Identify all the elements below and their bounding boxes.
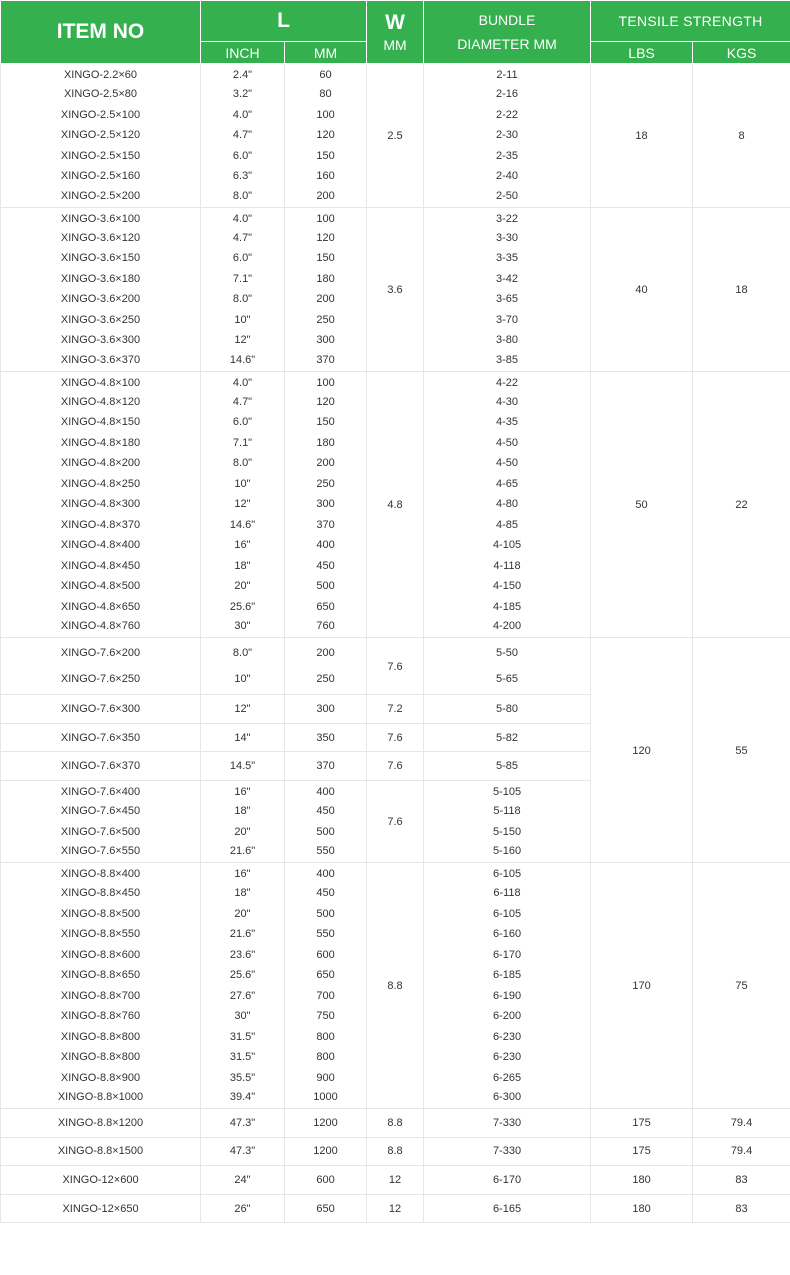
tensile-kgs-cell: 55: [693, 638, 790, 863]
bundle-diameter-cell: 4-200: [424, 617, 591, 638]
item-no-cell: XINGO-4.8×650: [1, 597, 201, 618]
item-no-cell: XINGO-2.2×60: [1, 64, 201, 85]
length-inch-cell: 18": [201, 883, 285, 904]
length-mm-cell: 370: [285, 752, 367, 781]
length-mm-cell: 700: [285, 985, 367, 1006]
bundle-diameter-cell: 4-50: [424, 433, 591, 454]
length-mm-cell: 900: [285, 1067, 367, 1088]
length-inch-cell: 16": [201, 862, 285, 883]
bundle-diameter-cell: 4-30: [424, 392, 591, 413]
item-no-cell: XINGO-4.8×300: [1, 494, 201, 515]
length-mm-cell: 450: [285, 556, 367, 577]
width-cell: 2.5: [367, 64, 424, 208]
tensile-kgs-cell: 22: [693, 371, 790, 638]
item-no-cell: XINGO-8.8×900: [1, 1067, 201, 1088]
bundle-diameter-cell: 2-35: [424, 146, 591, 167]
length-mm-cell: 100: [285, 371, 367, 392]
length-inch-cell: 25.6": [201, 597, 285, 618]
length-mm-cell: 80: [285, 84, 367, 105]
bundle-diameter-cell: 4-22: [424, 371, 591, 392]
table-row: [1, 371, 790, 392]
bundle-diameter-cell: 6-190: [424, 985, 591, 1006]
bundle-diameter-cell: 6-160: [424, 924, 591, 945]
bundle-diameter-cell: 2-50: [424, 187, 591, 208]
bundle-diameter-cell: 6-105: [424, 903, 591, 924]
length-inch-cell: 31.5": [201, 1047, 285, 1068]
width-cell: 4.8: [367, 371, 424, 638]
header-kgs: KGS: [693, 42, 790, 64]
header-lbs: LBS: [591, 42, 693, 64]
table-row: [1, 862, 790, 883]
table-body: [1, 64, 790, 1223]
length-mm-cell: 1000: [285, 1088, 367, 1109]
item-no-cell: XINGO-4.8×150: [1, 412, 201, 433]
length-inch-cell: 10": [201, 310, 285, 331]
tensile-lbs-cell: 175: [591, 1137, 693, 1166]
item-no-cell: XINGO-7.6×250: [1, 666, 201, 695]
table-row: [1, 207, 790, 228]
tensile-kgs-cell: 83: [693, 1166, 790, 1195]
length-inch-cell: 35.5": [201, 1067, 285, 1088]
item-no-cell: XINGO-8.8×760: [1, 1006, 201, 1027]
bundle-diameter-cell: 7-330: [424, 1108, 591, 1137]
width-cell: 12: [367, 1194, 424, 1223]
length-mm-cell: 200: [285, 289, 367, 310]
item-no-cell: XINGO-3.6×150: [1, 248, 201, 269]
tensile-lbs-cell: 50: [591, 371, 693, 638]
length-inch-cell: 18": [201, 556, 285, 577]
tensile-kgs-cell: 79.4: [693, 1108, 790, 1137]
length-mm-cell: 100: [285, 207, 367, 228]
table-row: [1, 638, 790, 667]
header-inch: INCH: [201, 42, 285, 64]
width-cell: 7.2: [367, 695, 424, 724]
length-mm-cell: 500: [285, 576, 367, 597]
bundle-diameter-cell: 3-30: [424, 228, 591, 249]
bundle-diameter-cell: 4-35: [424, 412, 591, 433]
length-inch-cell: 14.5": [201, 752, 285, 781]
length-inch-cell: 4.0": [201, 371, 285, 392]
length-inch-cell: 6.3": [201, 166, 285, 187]
bundle-diameter-cell: 5-150: [424, 821, 591, 842]
length-inch-cell: 47.3": [201, 1137, 285, 1166]
length-mm-cell: 550: [285, 924, 367, 945]
item-no-cell: XINGO-4.8×200: [1, 453, 201, 474]
item-no-cell: XINGO-4.8×250: [1, 474, 201, 495]
length-mm-cell: 650: [285, 1194, 367, 1223]
item-no-cell: XINGO-8.8×1000: [1, 1088, 201, 1109]
length-inch-cell: 27.6": [201, 985, 285, 1006]
item-no-cell: XINGO-7.6×200: [1, 638, 201, 667]
item-no-cell: XINGO-8.8×800: [1, 1026, 201, 1047]
length-inch-cell: 8.0": [201, 638, 285, 667]
length-mm-cell: 180: [285, 433, 367, 454]
bundle-diameter-cell: 6-165: [424, 1194, 591, 1223]
length-inch-cell: 6.0": [201, 146, 285, 167]
item-no-cell: XINGO-3.6×300: [1, 330, 201, 351]
length-inch-cell: 4.7": [201, 125, 285, 146]
tensile-lbs-cell: 40: [591, 207, 693, 371]
length-inch-cell: 14.6": [201, 515, 285, 536]
bundle-diameter-cell: 3-22: [424, 207, 591, 228]
item-no-cell: XINGO-2.5×150: [1, 146, 201, 167]
length-mm-cell: 300: [285, 695, 367, 724]
length-inch-cell: 10": [201, 474, 285, 495]
bundle-diameter-cell: 5-105: [424, 780, 591, 801]
length-inch-cell: 16": [201, 535, 285, 556]
bundle-diameter-cell: 5-160: [424, 842, 591, 863]
length-mm-cell: 1200: [285, 1137, 367, 1166]
bundle-diameter-cell: 6-185: [424, 965, 591, 986]
item-no-cell: XINGO-12×650: [1, 1194, 201, 1223]
bundle-diameter-cell: 2-16: [424, 84, 591, 105]
header-width-label: W: [385, 10, 405, 34]
length-mm-cell: 120: [285, 392, 367, 413]
length-mm-cell: 650: [285, 597, 367, 618]
item-no-cell: XINGO-12×600: [1, 1166, 201, 1195]
length-inch-cell: 20": [201, 821, 285, 842]
header-bundle-line2: DIAMETER MM: [457, 36, 557, 52]
table-row: [1, 64, 790, 85]
width-cell: 12: [367, 1166, 424, 1195]
width-cell: 3.6: [367, 207, 424, 371]
length-mm-cell: 160: [285, 166, 367, 187]
bundle-diameter-cell: 2-40: [424, 166, 591, 187]
length-mm-cell: 550: [285, 842, 367, 863]
length-mm-cell: 120: [285, 125, 367, 146]
bundle-diameter-cell: 5-82: [424, 723, 591, 752]
table-row: [1, 1194, 790, 1223]
length-mm-cell: 120: [285, 228, 367, 249]
bundle-diameter-cell: 6-105: [424, 862, 591, 883]
item-no-cell: XINGO-4.8×400: [1, 535, 201, 556]
length-inch-cell: 4.7": [201, 392, 285, 413]
length-inch-cell: 8.0": [201, 187, 285, 208]
bundle-diameter-cell: 4-85: [424, 515, 591, 536]
width-cell: 8.8: [367, 862, 424, 1108]
item-no-cell: XINGO-2.5×200: [1, 187, 201, 208]
item-no-cell: XINGO-8.8×400: [1, 862, 201, 883]
table-row: [1, 1166, 790, 1195]
length-inch-cell: 4.0": [201, 105, 285, 126]
length-inch-cell: 6.0": [201, 412, 285, 433]
length-inch-cell: 12": [201, 494, 285, 515]
length-inch-cell: 30": [201, 1006, 285, 1027]
bundle-diameter-cell: 4-65: [424, 474, 591, 495]
bundle-diameter-cell: 3-65: [424, 289, 591, 310]
length-inch-cell: 14": [201, 723, 285, 752]
bundle-diameter-cell: 4-118: [424, 556, 591, 577]
bundle-diameter-cell: 6-170: [424, 944, 591, 965]
bundle-diameter-cell: 5-65: [424, 666, 591, 695]
length-mm-cell: 200: [285, 187, 367, 208]
tensile-lbs-cell: 120: [591, 638, 693, 863]
item-no-cell: XINGO-2.5×160: [1, 166, 201, 187]
bundle-diameter-cell: 3-35: [424, 248, 591, 269]
tensile-kgs-cell: 18: [693, 207, 790, 371]
bundle-diameter-cell: 6-230: [424, 1026, 591, 1047]
bundle-diameter-cell: 5-85: [424, 752, 591, 781]
length-mm-cell: 500: [285, 903, 367, 924]
bundle-diameter-cell: 4-185: [424, 597, 591, 618]
item-no-cell: XINGO-4.8×100: [1, 371, 201, 392]
header-width-unit: MM: [383, 37, 407, 54]
length-mm-cell: 400: [285, 535, 367, 556]
tensile-lbs-cell: 175: [591, 1108, 693, 1137]
bundle-diameter-cell: 2-30: [424, 125, 591, 146]
item-no-cell: XINGO-4.8×370: [1, 515, 201, 536]
bundle-diameter-cell: 6-265: [424, 1067, 591, 1088]
length-mm-cell: 100: [285, 105, 367, 126]
length-mm-cell: 800: [285, 1047, 367, 1068]
item-no-cell: XINGO-3.6×370: [1, 351, 201, 372]
header-width: [367, 1, 424, 64]
bundle-diameter-cell: 4-150: [424, 576, 591, 597]
length-inch-cell: 31.5": [201, 1026, 285, 1047]
length-inch-cell: 4.0": [201, 207, 285, 228]
header-bundle-diameter: [424, 1, 591, 64]
length-mm-cell: 750: [285, 1006, 367, 1027]
tensile-lbs-cell: 180: [591, 1166, 693, 1195]
width-cell: 7.6: [367, 752, 424, 781]
length-mm-cell: 250: [285, 666, 367, 695]
bundle-diameter-cell: 5-118: [424, 801, 591, 822]
bundle-diameter-cell: 4-80: [424, 494, 591, 515]
item-no-cell: XINGO-8.8×650: [1, 965, 201, 986]
item-no-cell: XINGO-2.5×80: [1, 84, 201, 105]
width-cell: 7.6: [367, 780, 424, 862]
length-mm-cell: 150: [285, 248, 367, 269]
width-cell: 8.8: [367, 1137, 424, 1166]
length-mm-cell: 1200: [285, 1108, 367, 1137]
length-mm-cell: 800: [285, 1026, 367, 1047]
length-inch-cell: 7.1": [201, 269, 285, 290]
item-no-cell: XINGO-3.6×100: [1, 207, 201, 228]
width-cell: 7.6: [367, 638, 424, 695]
length-mm-cell: 300: [285, 330, 367, 351]
length-mm-cell: 450: [285, 883, 367, 904]
length-inch-cell: 2.4": [201, 64, 285, 85]
bundle-diameter-cell: 3-42: [424, 269, 591, 290]
header-length: L: [201, 1, 367, 42]
bundle-diameter-cell: 2-11: [424, 64, 591, 85]
length-mm-cell: 370: [285, 351, 367, 372]
length-mm-cell: 600: [285, 944, 367, 965]
length-inch-cell: 24": [201, 1166, 285, 1195]
bundle-diameter-cell: 5-80: [424, 695, 591, 724]
length-mm-cell: 150: [285, 412, 367, 433]
length-inch-cell: 20": [201, 576, 285, 597]
length-mm-cell: 400: [285, 862, 367, 883]
bundle-diameter-cell: 3-80: [424, 330, 591, 351]
header-mm: MM: [285, 42, 367, 64]
length-inch-cell: 26": [201, 1194, 285, 1223]
bundle-diameter-cell: 2-22: [424, 105, 591, 126]
length-inch-cell: 6.0": [201, 248, 285, 269]
length-inch-cell: 21.6": [201, 842, 285, 863]
tensile-lbs-cell: 170: [591, 862, 693, 1108]
item-no-cell: XINGO-8.8×1500: [1, 1137, 201, 1166]
length-inch-cell: 30": [201, 617, 285, 638]
length-inch-cell: 3.2": [201, 84, 285, 105]
header-item-no: ITEM NO: [1, 1, 201, 64]
length-mm-cell: 250: [285, 310, 367, 331]
length-inch-cell: 12": [201, 695, 285, 724]
item-no-cell: XINGO-3.6×120: [1, 228, 201, 249]
item-no-cell: XINGO-7.6×550: [1, 842, 201, 863]
bundle-diameter-cell: 5-50: [424, 638, 591, 667]
length-inch-cell: 23.6": [201, 944, 285, 965]
tensile-kgs-cell: 79.4: [693, 1137, 790, 1166]
item-no-cell: XINGO-8.8×700: [1, 985, 201, 1006]
length-inch-cell: 10": [201, 666, 285, 695]
length-inch-cell: 25.6": [201, 965, 285, 986]
bundle-diameter-cell: 6-200: [424, 1006, 591, 1027]
item-no-cell: XINGO-7.6×500: [1, 821, 201, 842]
length-mm-cell: 500: [285, 821, 367, 842]
item-no-cell: XINGO-3.6×250: [1, 310, 201, 331]
item-no-cell: XINGO-8.8×600: [1, 944, 201, 965]
item-no-cell: XINGO-3.6×200: [1, 289, 201, 310]
length-mm-cell: 600: [285, 1166, 367, 1195]
length-mm-cell: 250: [285, 474, 367, 495]
bundle-diameter-cell: 7-330: [424, 1137, 591, 1166]
item-no-cell: XINGO-2.5×120: [1, 125, 201, 146]
table-row: [1, 1108, 790, 1137]
item-no-cell: XINGO-4.8×180: [1, 433, 201, 454]
item-no-cell: XINGO-8.8×1200: [1, 1108, 201, 1137]
item-no-cell: XINGO-8.8×500: [1, 903, 201, 924]
width-cell: 8.8: [367, 1108, 424, 1137]
bundle-diameter-cell: 6-230: [424, 1047, 591, 1068]
length-inch-cell: 8.0": [201, 453, 285, 474]
length-mm-cell: 370: [285, 515, 367, 536]
length-mm-cell: 200: [285, 638, 367, 667]
length-mm-cell: 150: [285, 146, 367, 167]
length-mm-cell: 300: [285, 494, 367, 515]
length-mm-cell: 400: [285, 780, 367, 801]
bundle-diameter-cell: 6-170: [424, 1166, 591, 1195]
bundle-diameter-cell: 4-105: [424, 535, 591, 556]
tensile-kgs-cell: 8: [693, 64, 790, 208]
bundle-diameter-cell: 6-300: [424, 1088, 591, 1109]
item-no-cell: XINGO-8.8×550: [1, 924, 201, 945]
length-mm-cell: 650: [285, 965, 367, 986]
length-inch-cell: 21.6": [201, 924, 285, 945]
length-inch-cell: 14.6": [201, 351, 285, 372]
table-header: [1, 1, 790, 64]
item-no-cell: XINGO-2.5×100: [1, 105, 201, 126]
length-inch-cell: 8.0": [201, 289, 285, 310]
bundle-diameter-cell: 6-118: [424, 883, 591, 904]
bundle-diameter-cell: 3-70: [424, 310, 591, 331]
tensile-kgs-cell: 83: [693, 1194, 790, 1223]
item-no-cell: XINGO-7.6×450: [1, 801, 201, 822]
length-inch-cell: 7.1": [201, 433, 285, 454]
length-mm-cell: 200: [285, 453, 367, 474]
length-inch-cell: 16": [201, 780, 285, 801]
length-inch-cell: 20": [201, 903, 285, 924]
length-inch-cell: 39.4": [201, 1088, 285, 1109]
bundle-diameter-cell: 4-50: [424, 453, 591, 474]
length-mm-cell: 180: [285, 269, 367, 290]
length-inch-cell: 18": [201, 801, 285, 822]
item-no-cell: XINGO-7.6×350: [1, 723, 201, 752]
table-row: [1, 1137, 790, 1166]
length-mm-cell: 350: [285, 723, 367, 752]
item-no-cell: XINGO-3.6×180: [1, 269, 201, 290]
header-bundle-line1: BUNDLE: [478, 12, 536, 28]
header-tensile-strength: TENSILE STRENGTH: [591, 1, 790, 42]
item-no-cell: XINGO-8.8×450: [1, 883, 201, 904]
item-no-cell: XINGO-8.8×800: [1, 1047, 201, 1068]
length-mm-cell: 60: [285, 64, 367, 85]
item-no-cell: XINGO-7.6×400: [1, 780, 201, 801]
tensile-kgs-cell: 75: [693, 862, 790, 1108]
length-mm-cell: 450: [285, 801, 367, 822]
length-inch-cell: 4.7": [201, 228, 285, 249]
bundle-diameter-cell: 3-85: [424, 351, 591, 372]
item-no-cell: XINGO-4.8×500: [1, 576, 201, 597]
item-no-cell: XINGO-4.8×120: [1, 392, 201, 413]
length-mm-cell: 760: [285, 617, 367, 638]
width-cell: 7.6: [367, 723, 424, 752]
tensile-lbs-cell: 18: [591, 64, 693, 208]
length-inch-cell: 47.3": [201, 1108, 285, 1137]
item-no-cell: XINGO-7.6×370: [1, 752, 201, 781]
item-no-cell: XINGO-7.6×300: [1, 695, 201, 724]
item-no-cell: XINGO-4.8×450: [1, 556, 201, 577]
length-inch-cell: 12": [201, 330, 285, 351]
item-no-cell: XINGO-4.8×760: [1, 617, 201, 638]
tensile-lbs-cell: 180: [591, 1194, 693, 1223]
